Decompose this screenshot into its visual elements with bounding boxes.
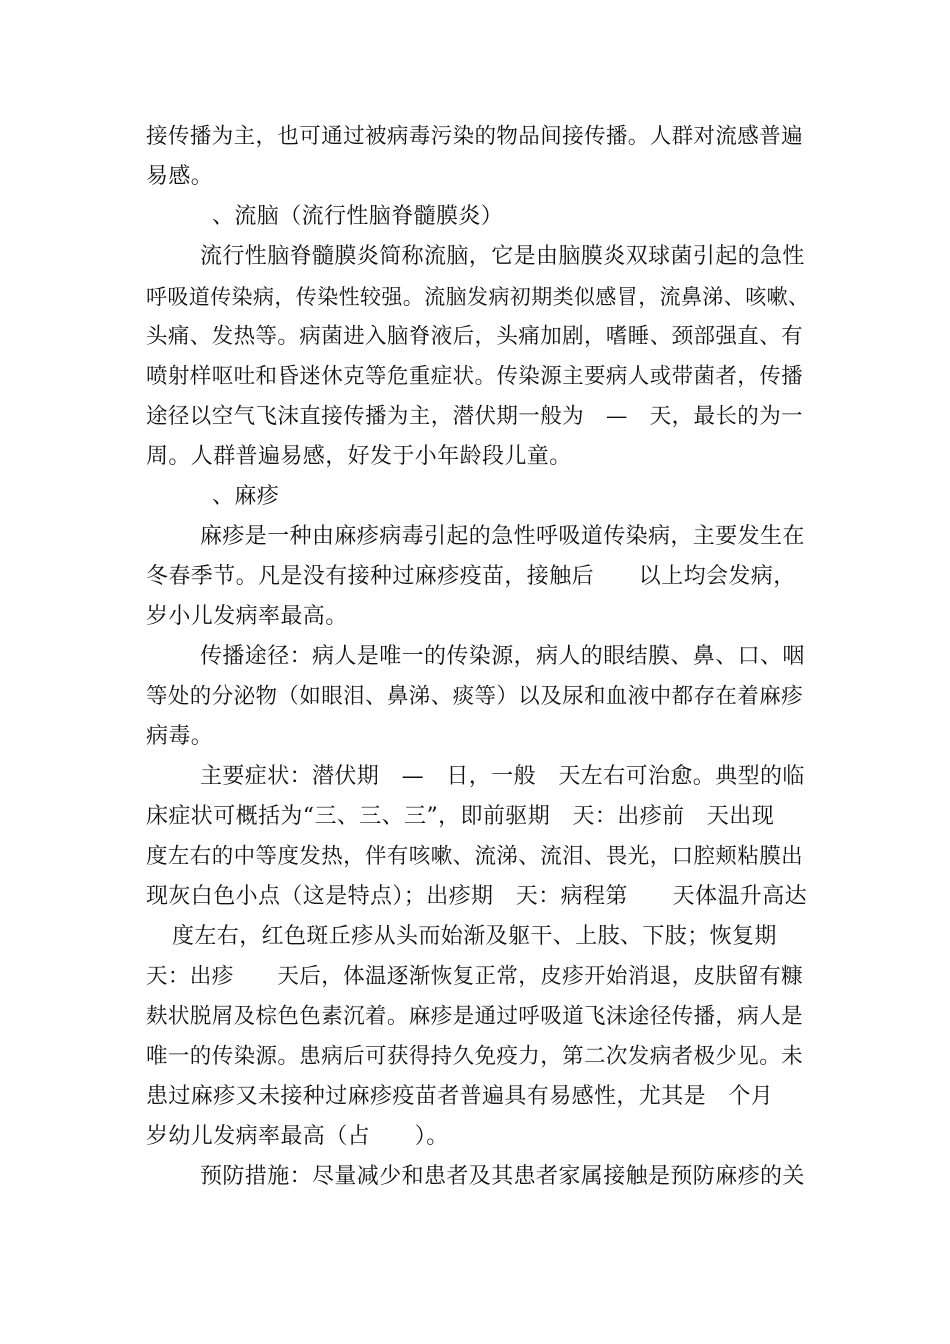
text-line: 冬春季节。凡是没有接种过麻疹疫苗，接触后 以上均会发病，: [146, 564, 796, 589]
text-line: 流行性脑脊髓膜炎简称流脑，它是由脑膜炎双球菌引起的急性: [200, 244, 805, 269]
text-line: 天：出疹 天后，体温逐渐恢复正常，皮疹开始消退，皮肤留有糠: [146, 964, 804, 989]
text-line: 床症状可概括为“三、三、三”，即前驱期 天：出疹前 天出现: [146, 804, 775, 829]
text-line: 度左右，红色斑丘疹从头而始渐及躯干、上肢、下肢；恢复期: [172, 924, 777, 949]
text-line: 病毒。: [146, 724, 214, 749]
text-line: 患过麻疹又未接种过麻疹疫苗者普遍具有易感性，尤其是 个月: [146, 1084, 774, 1109]
text-line: 传播途径：病人是唯一的传染源，病人的眼结膜、鼻、口、咽: [200, 644, 805, 669]
text-line: 岁幼儿发病率最高（占 ）。: [146, 1124, 449, 1149]
text-line: 呼吸道传染病，传染性较强。流脑发病初期类似感冒，流鼻涕、咳嗽、: [146, 285, 810, 309]
text-line: 易感。: [146, 164, 214, 189]
text-line: 麻疹是一种由麻疹病毒引起的急性呼吸道传染病，主要发生在: [200, 524, 805, 549]
section-heading: 、麻疹: [212, 484, 280, 509]
text-line: 现灰白色小点（这是特点）；出疹期 天：病程第 天体温升高达: [146, 884, 808, 909]
text-line: 接传播为主，也可通过被病毒污染的物品间接传播。人群对流感普遍: [146, 124, 804, 149]
text-line: 等处的分泌物（如眼泪、鼻涕、痰等）以及尿和血液中都存在着麻疹: [146, 684, 804, 709]
text-line: 主要症状：潜伏期 — 日，一般 天左右可治愈。典型的临: [200, 764, 805, 789]
text-line: 唯一的传染源。患病后可获得持久免疫力，第二次发病者极少见。未: [146, 1044, 804, 1069]
text-line: 途径以空气飞沫直接传播为主，潜伏期一般为 — 天，最长的为一: [146, 404, 804, 429]
text-line: 周。人群普遍易感，好发于小年龄段儿童。: [146, 444, 572, 469]
text-line: 预防措施：尽量减少和患者及其患者家属接触是预防麻疹的关: [200, 1164, 805, 1189]
section-heading: 、流脑（流行性脑脊髓膜炎）: [212, 204, 504, 229]
text-line: 头痛、发热等。病菌进入脑脊液后，头痛加剧，嗜睡、颈部强直、有: [146, 324, 804, 349]
text-line: 喷射样呕吐和昏迷休克等危重症状。传染源主要病人或带菌者，传播: [146, 364, 804, 389]
text-line: 岁小儿发病率最高。: [146, 604, 348, 629]
text-line: 度左右的中等度发热，伴有咳嗽、流涕、流泪、畏光，口腔颊粘膜出: [146, 844, 804, 869]
text-line: 麸状脱屑及棕色色素沉着。麻疹是通过呼吸道飞沫途径传播，病人是: [146, 1004, 804, 1029]
